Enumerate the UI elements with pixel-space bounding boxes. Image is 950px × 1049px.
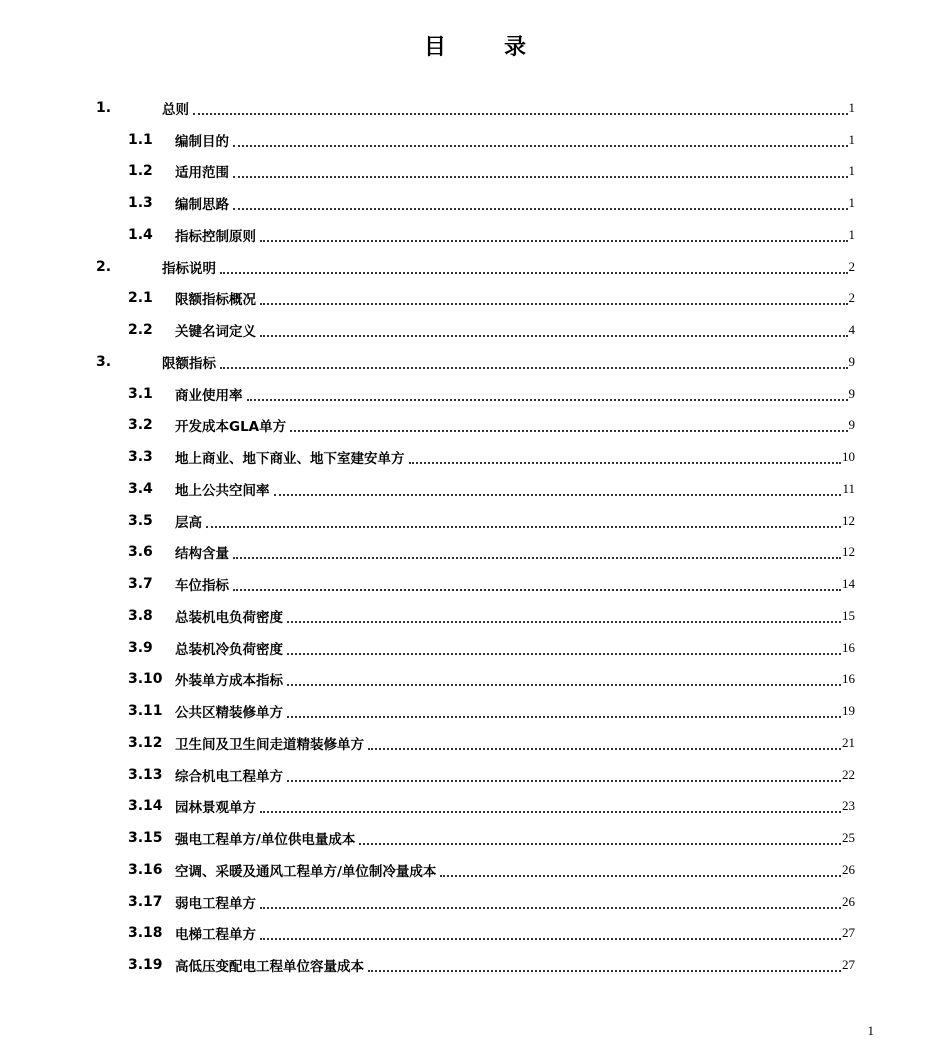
toc-entry[interactable] <box>0 822 950 854</box>
toc-entry-title: 外装单方成本指标 <box>175 673 283 690</box>
toc-entry-number: 3.11 <box>128 703 163 720</box>
toc-entry-title: 总则 <box>162 101 189 118</box>
toc-entry-number: 1.1 <box>128 131 153 148</box>
toc-entry-page: 22 <box>842 766 855 782</box>
toc-entry-title: 适用范围 <box>175 165 229 182</box>
toc-entry-page: 9 <box>848 385 855 401</box>
toc-dot-leader <box>233 166 848 178</box>
toc-dot-leader <box>260 928 841 940</box>
toc-entry-number: 3.2 <box>128 417 153 434</box>
toc-dot-leader <box>220 357 848 369</box>
toc-entry[interactable] <box>0 219 950 251</box>
toc-entry[interactable] <box>0 664 950 696</box>
toc-entry-number: 2. <box>96 258 112 275</box>
toc-entry-number: 3.3 <box>128 449 153 466</box>
toc-entry-page: 16 <box>842 639 855 655</box>
toc-dot-leader <box>287 674 841 686</box>
toc-entry-page: 25 <box>842 830 855 846</box>
toc-dot-leader <box>287 643 841 655</box>
toc-title: 目 录 <box>423 35 544 60</box>
toc-dot-leader <box>260 230 848 242</box>
toc-dot-leader <box>260 293 848 305</box>
footer-page-number: 1 <box>867 1023 874 1038</box>
toc-entry-number: 3.9 <box>128 639 153 656</box>
toc-entry[interactable] <box>0 949 950 981</box>
toc-dot-leader <box>247 389 848 401</box>
toc-entry-page: 12 <box>842 544 855 560</box>
toc-dot-leader <box>359 833 841 845</box>
toc-entry[interactable] <box>0 156 950 188</box>
toc-entry[interactable] <box>0 441 950 473</box>
toc-dot-leader <box>290 420 847 432</box>
toc-entry-number: 3.16 <box>128 861 163 878</box>
toc-entry-number: 3.19 <box>128 957 163 974</box>
toc-entry-title: 公共区精装修单方 <box>175 705 283 722</box>
toc-entry[interactable] <box>0 187 950 219</box>
toc-entry-title: 高低压变配电工程单位容量成本 <box>175 959 364 976</box>
toc-entry-page: 23 <box>842 798 855 814</box>
toc-dot-leader <box>220 262 848 274</box>
toc-entry-title: 编制思路 <box>175 197 229 214</box>
toc-entry-page: 1 <box>848 195 855 211</box>
toc-entry-page: 1 <box>848 163 855 179</box>
toc-entry-page: 10 <box>842 449 855 465</box>
toc-entry-title: 综合机电工程单方 <box>175 768 283 785</box>
toc-entry[interactable] <box>0 886 950 918</box>
toc-entry-number: 3.12 <box>128 734 163 751</box>
toc-entry-number: 3.18 <box>128 925 163 942</box>
toc-entry-page: 27 <box>842 957 855 973</box>
toc-entry[interactable] <box>0 568 950 600</box>
toc-entry-title: 指标控制原则 <box>175 228 256 245</box>
toc-entry-page: 12 <box>842 512 855 528</box>
toc-entry-page: 2 <box>848 290 855 306</box>
toc-dot-leader <box>193 103 848 115</box>
toc-entry[interactable] <box>0 537 950 569</box>
toc-entry-title: 地上商业、地下商业、地下室建安单方 <box>175 451 405 468</box>
toc-entry-number: 3.4 <box>128 480 153 497</box>
toc-entry-title: 弱电工程单方 <box>175 895 256 912</box>
toc-dot-leader <box>274 484 842 496</box>
toc-dot-leader <box>287 706 841 718</box>
toc-entry-number: 3.5 <box>128 512 153 529</box>
toc-entry[interactable] <box>0 632 950 664</box>
toc-entry-title: 总装机电负荷密度 <box>175 609 283 626</box>
toc-entry-number: 3.15 <box>128 830 163 847</box>
toc-entry-page: 9 <box>848 417 855 433</box>
toc-dot-leader <box>260 325 848 337</box>
toc-dot-leader <box>368 738 841 750</box>
toc-entry[interactable] <box>0 695 950 727</box>
toc-entry-page: 9 <box>848 353 855 369</box>
toc-entry-page: 11 <box>842 480 855 496</box>
toc-dot-leader <box>233 135 848 147</box>
toc-dot-leader <box>440 865 841 877</box>
toc-entry[interactable] <box>0 283 950 315</box>
toc-entry-number: 3.7 <box>128 576 153 593</box>
toc-entry-page: 26 <box>842 893 855 909</box>
toc-entry-number: 3.10 <box>128 671 163 688</box>
toc-entry-title: 卫生间及卫生间走道精装修单方 <box>175 736 364 753</box>
toc-entry-number: 3.14 <box>128 798 163 815</box>
toc-entry-number: 1. <box>96 99 112 116</box>
toc-entry-title: 限额指标 <box>162 355 216 372</box>
toc-list <box>0 92 950 981</box>
toc-entry-title: 限额指标概况 <box>175 292 256 309</box>
toc-entry-title: 关键名词定义 <box>175 324 256 341</box>
toc-entry-page: 15 <box>842 607 855 623</box>
toc-entry-page: 1 <box>848 226 855 242</box>
toc-entry[interactable] <box>0 854 950 886</box>
toc-dot-leader <box>287 770 841 782</box>
toc-entry[interactable] <box>0 505 950 537</box>
toc-entry[interactable] <box>0 378 950 410</box>
toc-entry-number: 2.1 <box>128 290 153 307</box>
toc-entry[interactable] <box>0 346 950 378</box>
toc-entry[interactable] <box>0 727 950 759</box>
toc-entry-page: 4 <box>848 322 855 338</box>
toc-entry[interactable] <box>0 473 950 505</box>
toc-dot-leader <box>260 801 841 813</box>
toc-dot-leader <box>260 897 841 909</box>
toc-dot-leader <box>233 547 841 559</box>
toc-entry-number: 3.8 <box>128 607 153 624</box>
toc-entry[interactable] <box>0 92 950 124</box>
toc-entry-page: 14 <box>842 576 855 592</box>
toc-dot-leader <box>233 198 848 210</box>
toc-entry-title: 总装机冷负荷密度 <box>175 641 283 658</box>
toc-dot-leader <box>206 516 841 528</box>
toc-entry-title: 空调、采暖及通风工程单方/单位制冷量成本 <box>175 863 437 880</box>
toc-entry-page: 16 <box>842 671 855 687</box>
toc-entry-title: 结构含量 <box>175 546 229 563</box>
toc-entry-number: 2.2 <box>128 322 153 339</box>
toc-entry-title: 强电工程单方/单位供电量成本 <box>175 832 356 849</box>
toc-entry-number: 3.17 <box>128 893 163 910</box>
toc-entry[interactable] <box>0 410 950 442</box>
toc-entry-title: 编制目的 <box>175 133 229 150</box>
toc-entry-number: 3.1 <box>128 385 153 402</box>
toc-entry-title: 园林景观单方 <box>175 800 256 817</box>
toc-entry-number: 1.2 <box>128 163 153 180</box>
toc-entry-title: 商业使用率 <box>175 387 243 404</box>
toc-entry-title: 车位指标 <box>175 578 229 595</box>
toc-entry-title: 开发成本GLA单方 <box>175 419 287 436</box>
toc-entry[interactable] <box>0 759 950 791</box>
toc-dot-leader <box>368 960 841 972</box>
toc-entry-number: 3. <box>96 353 112 370</box>
toc-entry-number: 3.6 <box>128 544 153 561</box>
toc-entry-page: 27 <box>842 925 855 941</box>
toc-dot-leader <box>233 579 841 591</box>
toc-entry-title: 电梯工程单方 <box>175 927 256 944</box>
toc-entry-page: 1 <box>848 99 855 115</box>
toc-entry-page: 2 <box>848 258 855 274</box>
toc-entry-page: 26 <box>842 861 855 877</box>
toc-entry-title: 地上公共空间率 <box>175 482 270 499</box>
toc-entry[interactable] <box>0 600 950 632</box>
toc-entry[interactable] <box>0 314 950 346</box>
toc-entry[interactable] <box>0 124 950 156</box>
toc-entry-page: 1 <box>848 131 855 147</box>
toc-entry-number: 3.13 <box>128 766 163 783</box>
toc-entry[interactable] <box>0 918 950 950</box>
toc-entry-number: 1.4 <box>128 226 153 243</box>
toc-entry[interactable] <box>0 251 950 283</box>
toc-entry-number: 1.3 <box>128 195 153 212</box>
toc-entry-title: 指标说明 <box>162 260 216 277</box>
toc-dot-leader <box>409 452 842 464</box>
toc-entry-page: 19 <box>842 703 855 719</box>
toc-entry-page: 21 <box>842 734 855 750</box>
toc-dot-leader <box>287 611 841 623</box>
toc-entry[interactable] <box>0 791 950 823</box>
toc-entry-title: 层高 <box>175 514 202 531</box>
